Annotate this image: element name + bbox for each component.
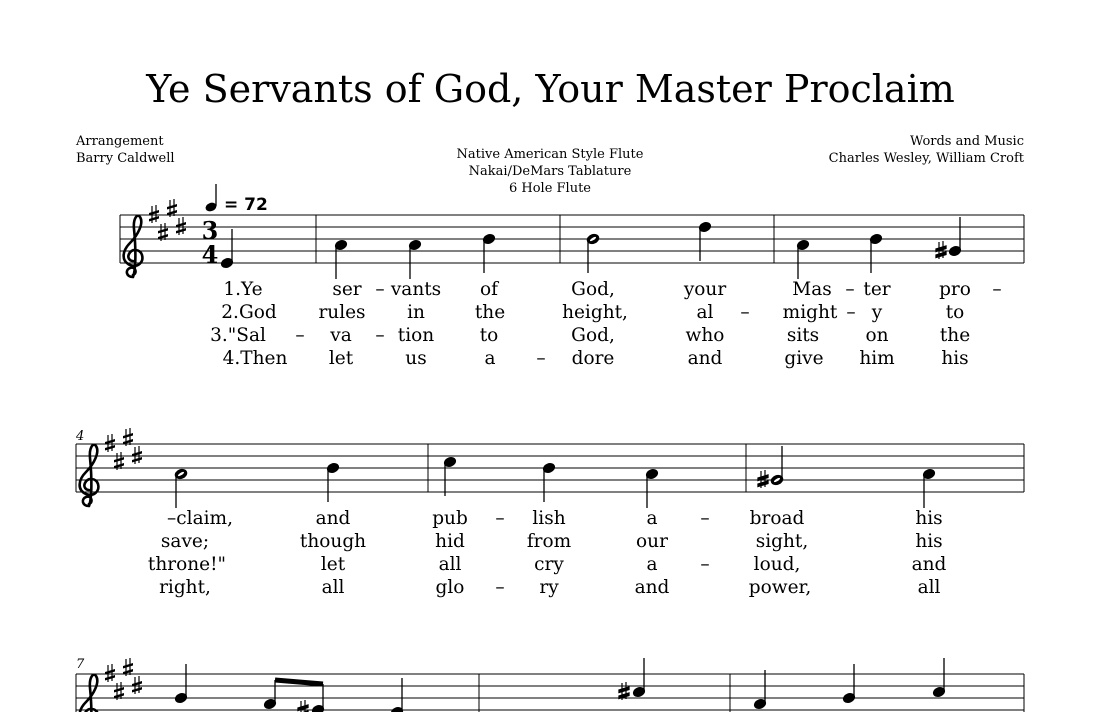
lyric-syllable: the — [939, 325, 971, 346]
lyric-syllable: rules — [318, 302, 366, 323]
lyric-hyphen: – — [295, 325, 305, 346]
measure-number: 7 — [76, 657, 85, 672]
lyric-syllable: cry — [534, 554, 564, 575]
lyric-syllable: y — [871, 302, 883, 323]
lyric-syllable: who — [685, 325, 725, 346]
lyric-hyphen: – — [375, 279, 385, 300]
time-signature-top: 3 — [201, 216, 219, 245]
lyric-syllable: pub — [432, 508, 468, 529]
lyric-syllable: 2.God — [221, 302, 277, 323]
lyric-syllable: height, — [562, 302, 628, 323]
system-1-staff — [120, 184, 1024, 279]
lyric-syllable: glo — [435, 577, 465, 598]
lyric-syllable: power, — [748, 577, 812, 598]
tempo-marking — [204, 184, 268, 215]
system-3-staff — [76, 657, 1024, 712]
system-2-notes — [174, 446, 936, 508]
lyric-hyphen: – — [536, 348, 546, 369]
lyric-syllable: tion — [397, 325, 435, 346]
lyric-syllable: though — [299, 531, 367, 552]
lyric-syllable: might — [782, 302, 838, 323]
system-3-notes — [174, 658, 945, 712]
treble-clef-icon — [80, 445, 99, 506]
lyric-syllable: God, — [571, 279, 615, 300]
lyric-syllable: and — [634, 577, 670, 598]
lyric-hyphen: – — [495, 577, 505, 598]
instrument-line-3: 6 Hole Flute — [508, 181, 592, 196]
lyric-syllable: pro — [939, 279, 971, 300]
composer-names: Charles Wesley, William Croft — [828, 151, 1024, 166]
lyric-hyphen: – — [740, 302, 750, 323]
lyric-syllable: hid — [435, 531, 465, 552]
lyric-syllable: 3."Sal — [210, 325, 266, 346]
time-signature — [202, 216, 219, 269]
lyric-syllable: let — [320, 554, 346, 575]
instrument-line-2: Nakai/DeMars Tablature — [468, 164, 632, 179]
treble-clef-icon — [80, 675, 99, 712]
lyric-syllable: broad — [749, 508, 805, 529]
lyric-syllable: give — [784, 348, 824, 369]
key-signature-icon — [149, 199, 186, 241]
tempo-bpm: = 72 — [224, 195, 268, 215]
lyric-hyphen: – — [700, 508, 710, 529]
lyric-syllable: sits — [786, 325, 820, 346]
lyric-syllable: vants — [390, 279, 442, 300]
instrument-line-1: Native American Style Flute — [456, 147, 644, 162]
lyric-syllable: a — [484, 348, 496, 369]
lyric-syllable: and — [315, 508, 351, 529]
lyric-syllable: in — [407, 302, 425, 323]
lyric-syllable: him — [859, 348, 895, 369]
time-signature-bottom: 4 — [201, 240, 219, 269]
lyric-syllable: lish — [532, 508, 566, 529]
lyric-syllable: the — [474, 302, 506, 323]
lyric-syllable: us — [405, 348, 427, 369]
measure-number: 4 — [76, 429, 85, 444]
lyric-hyphen: – — [700, 554, 710, 575]
lyric-hyphen: – — [375, 325, 385, 346]
lyric-syllable: –claim, — [167, 508, 233, 529]
lyric-hyphen: – — [992, 279, 1002, 300]
sharp-accidental-icon — [758, 470, 768, 488]
lyric-syllable: his — [941, 348, 969, 369]
arranger-name: Barry Caldwell — [76, 151, 175, 166]
lyric-syllable: of — [480, 279, 498, 300]
lyric-syllable: and — [911, 554, 947, 575]
lyric-syllable: all — [917, 577, 941, 598]
lyric-syllable: all — [438, 554, 462, 575]
lyric-syllable: 1.Ye — [223, 279, 263, 300]
lyric-syllable: save; — [160, 531, 210, 552]
lyric-syllable: al — [696, 302, 714, 323]
lyric-syllable: ser — [332, 279, 362, 300]
page-title: Ye Servants of God, Your Master Proclaim — [146, 67, 955, 111]
lyric-syllable: your — [683, 279, 727, 300]
lyric-syllable: his — [915, 508, 943, 529]
lyric-syllable: our — [636, 531, 668, 552]
treble-clef-icon — [124, 216, 143, 277]
lyric-syllable: to — [479, 325, 499, 346]
key-signature-icon — [105, 428, 142, 470]
lyric-syllable: throne!" — [147, 554, 227, 575]
lyric-syllable: let — [328, 348, 354, 369]
lyric-syllable: Mas — [792, 279, 832, 300]
lyric-syllable: sight, — [755, 531, 809, 552]
key-signature-icon — [105, 658, 142, 700]
lyric-syllable: a — [646, 554, 658, 575]
lyric-syllable: all — [321, 577, 345, 598]
credits-label: Words and Music — [909, 134, 1024, 149]
lyric-syllable: to — [945, 302, 965, 323]
lyric-syllable: from — [526, 531, 572, 552]
lyric-hyphen: – — [845, 279, 855, 300]
lyric-hyphen: – — [495, 508, 505, 529]
lyric-syllable: and — [687, 348, 723, 369]
lyric-hyphen: – — [846, 302, 856, 323]
system-1-notes — [220, 217, 961, 279]
lyric-syllable: ter — [863, 279, 891, 300]
arrangement-label: Arrangement — [76, 134, 164, 149]
lyric-syllable: God, — [571, 325, 615, 346]
lyric-syllable: va — [330, 325, 352, 346]
lyric-syllable: 4.Then — [222, 348, 288, 369]
lyric-syllable: dore — [571, 348, 615, 369]
sharp-accidental-icon — [936, 241, 946, 259]
lyric-syllable: right, — [159, 577, 211, 598]
system-2-staff — [75, 428, 1024, 508]
lyric-syllable: a — [646, 508, 658, 529]
lyric-syllable: ry — [539, 577, 559, 598]
lyric-syllable: on — [865, 325, 889, 346]
lyric-syllable: loud, — [753, 554, 801, 575]
lyric-syllable: his — [915, 531, 943, 552]
